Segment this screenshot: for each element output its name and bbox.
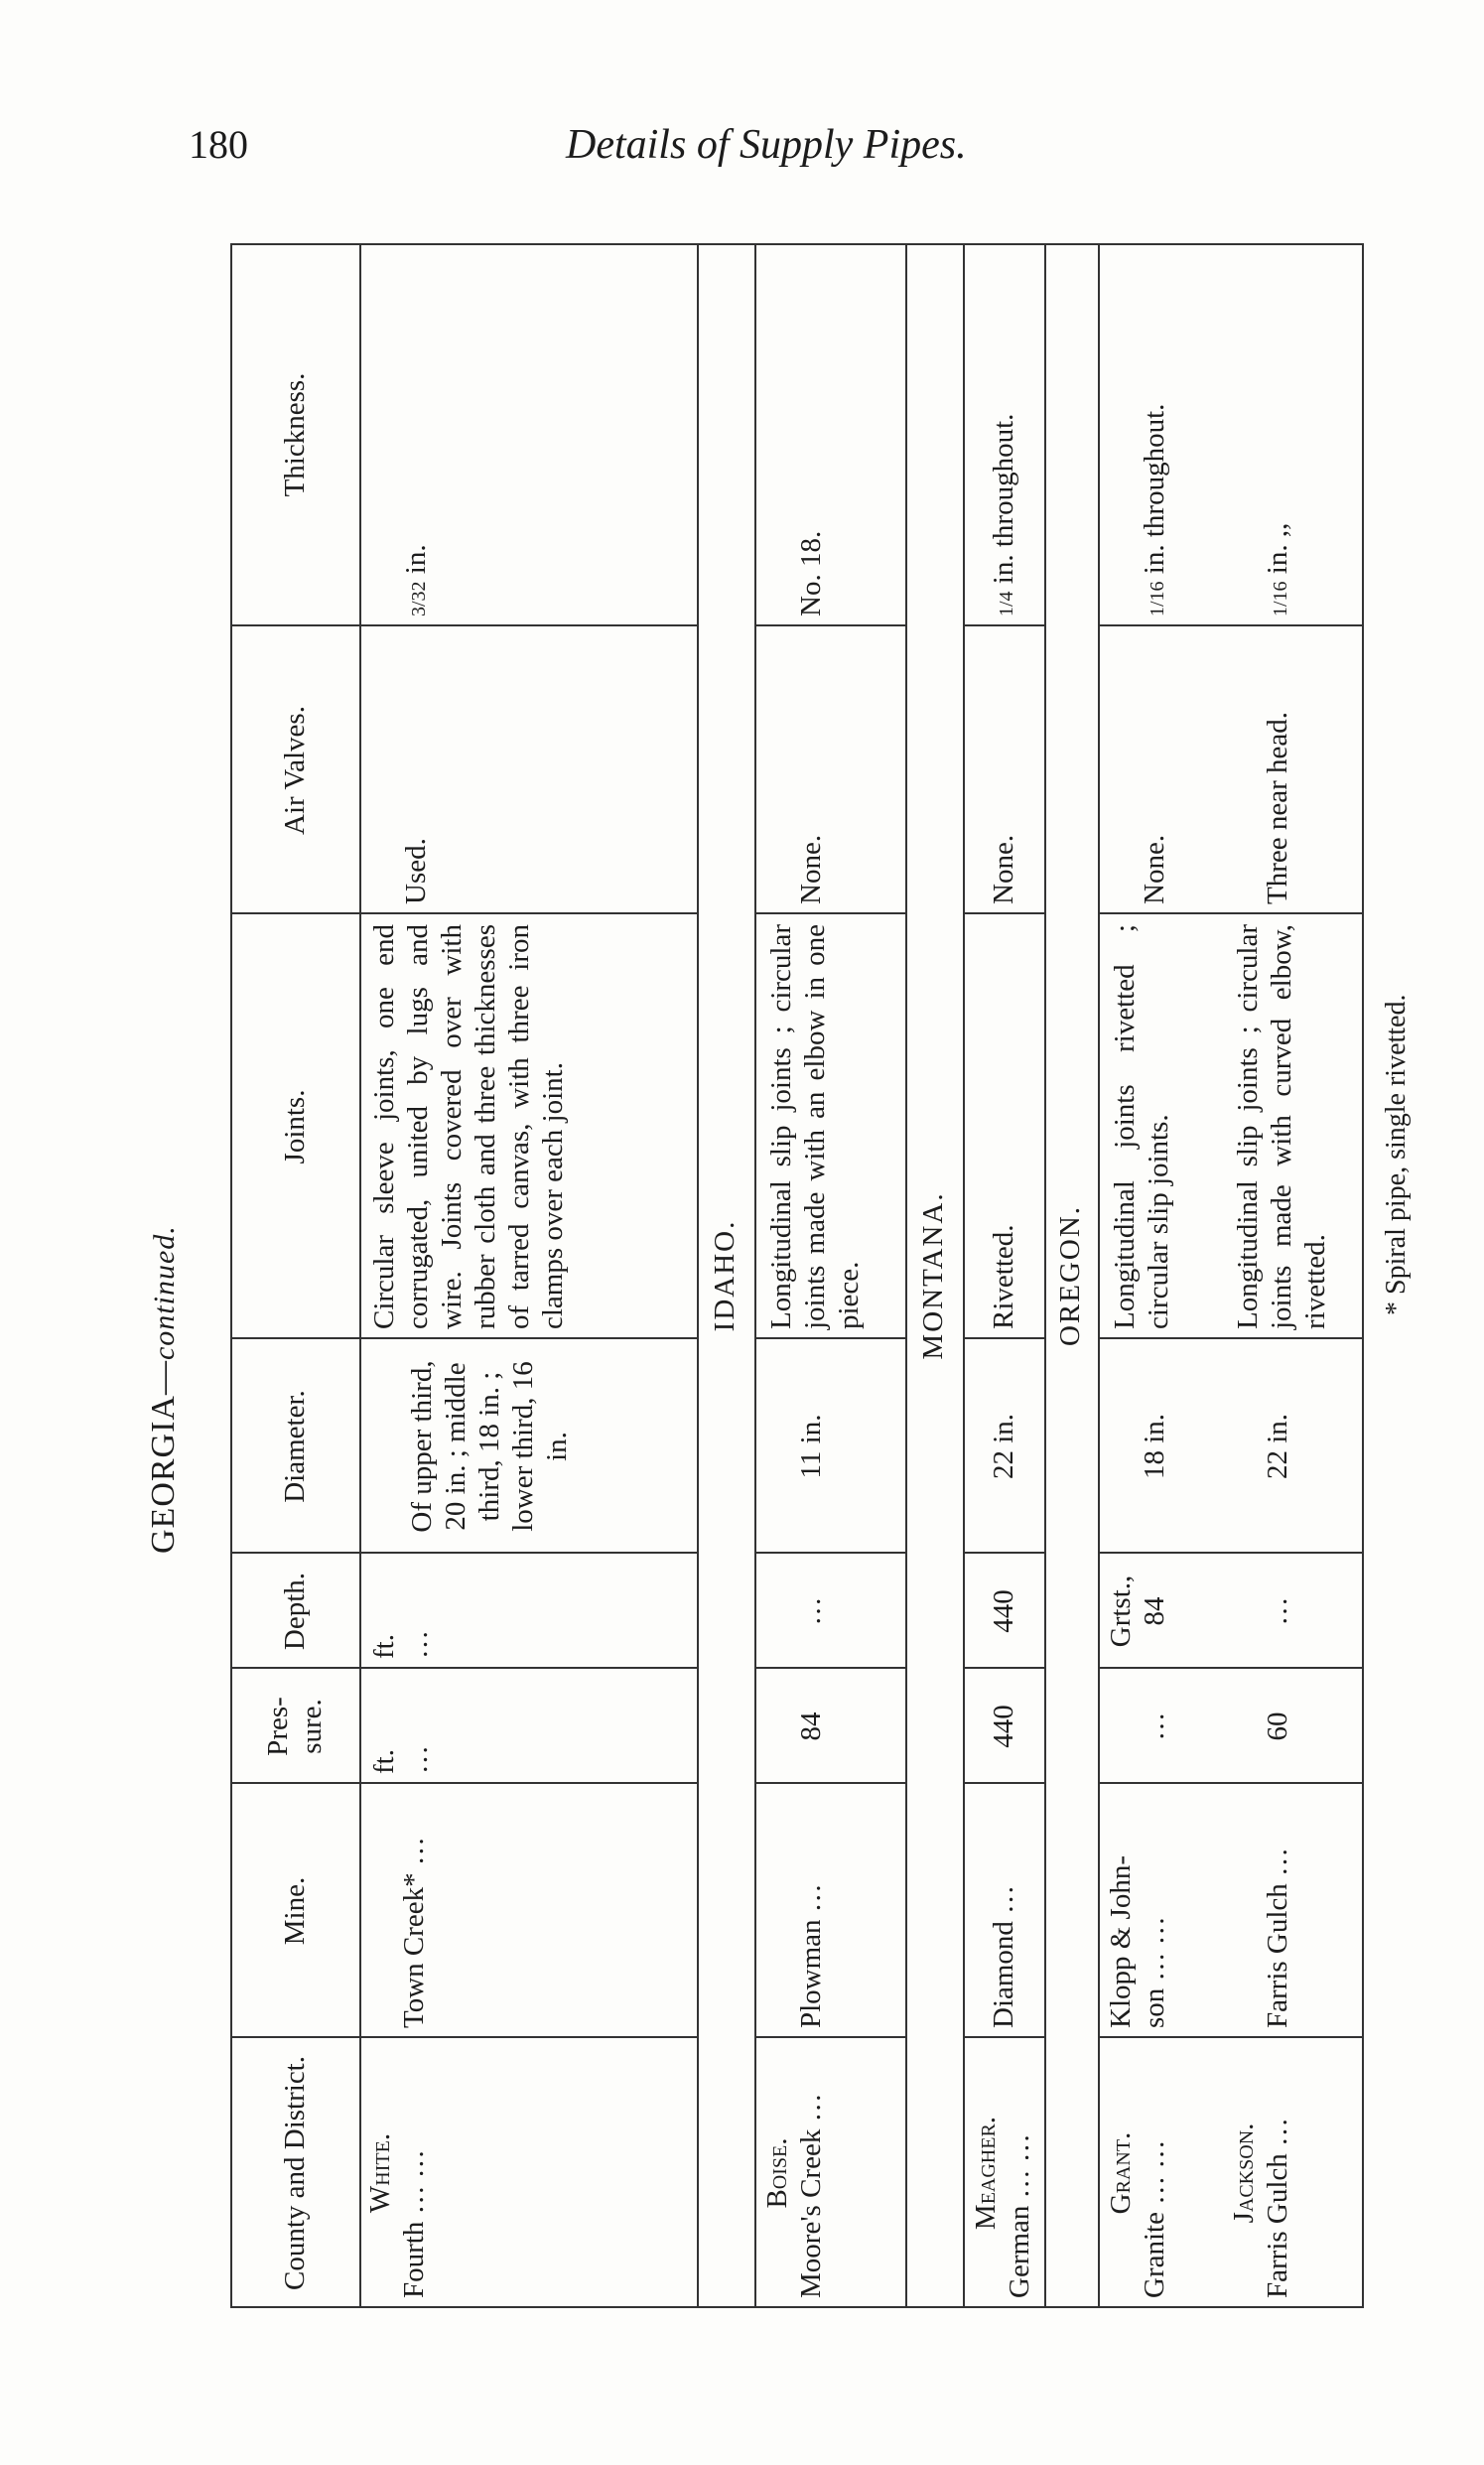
caption-dash: — <box>145 1360 182 1396</box>
cell-diameter: 22 in. <box>1262 1413 1293 1480</box>
running-head: Details of Supply Pipes. <box>566 122 967 168</box>
section-oregon: OREGON. <box>1054 1204 1086 1347</box>
table-row-boise <box>756 243 905 2308</box>
thickness-unit: in. throughout. <box>1139 403 1170 575</box>
cell-diameter: 18 in. <box>1139 1413 1170 1480</box>
table-row-meagher <box>965 243 1044 2308</box>
district-name: Farris Gulch … <box>1262 2117 1293 2298</box>
cell-mine: Town Creek* … <box>398 1837 430 2028</box>
rotated-table <box>145 243 1412 2308</box>
table-row-jackson <box>1223 243 1362 2308</box>
cell-mine: Diamond … <box>988 1884 1019 2028</box>
cell-joints: Longitudinal slip joints ; circular joints made with an elbow in one piece. <box>765 924 865 1329</box>
cell-pressure: 60 <box>1262 1712 1293 1741</box>
col-rule-boise <box>756 1337 905 1339</box>
county-name: Boise. <box>761 2137 793 2209</box>
col-rule-oregon <box>1100 1782 1364 1784</box>
depth-line-2: 84 <box>1139 1596 1170 1626</box>
cell-county <box>965 2038 1044 2308</box>
cell-thickness: 3/32 in. <box>400 544 432 616</box>
cell-diameter: 22 in. <box>988 1413 1019 1480</box>
page-number: 180 <box>189 122 248 167</box>
col-rule-meagher <box>965 912 1044 914</box>
col-rule-meagher <box>965 2036 1044 2038</box>
thickness-numerator: 1 <box>1147 607 1168 616</box>
county-name: Grant. <box>1105 2131 1137 2215</box>
county-name: White. <box>364 2132 396 2214</box>
depth-unit: ft. <box>368 1634 400 1659</box>
header-county: County and District. <box>279 2056 311 2291</box>
col-rule-boise <box>756 2036 905 2038</box>
thickness-denominator: 32 <box>408 581 430 602</box>
county-name: Jackson. <box>1228 2123 1260 2224</box>
pressure-value: … <box>402 1745 434 1774</box>
thickness-denominator: 16 <box>1147 581 1168 602</box>
col-rule-meagher <box>965 1782 1044 1784</box>
depth-line-1: Grtst., <box>1105 1575 1137 1648</box>
col-rule-boise <box>756 912 905 914</box>
cell-air-valves: None. <box>988 834 1019 904</box>
col-rule-oregon <box>1100 912 1364 914</box>
cell-mine: Plowman … <box>795 1883 827 2028</box>
col-rule-boise <box>756 1782 905 1784</box>
header-row <box>230 243 359 2308</box>
table-bottom-rule <box>1362 243 1364 2308</box>
caption-continued: continued. <box>148 1225 181 1361</box>
header-thickness: Thickness. <box>279 372 311 497</box>
col-rule-oregon <box>1100 624 1364 626</box>
district-name: German … … <box>1004 2133 1035 2298</box>
cell-pressure: 84 <box>795 1712 827 1741</box>
col-rule-boise <box>756 624 905 626</box>
mine-name-line-1: Klopp & John- <box>1105 1855 1137 2028</box>
header-depth: Depth. <box>279 1572 311 1651</box>
col-rule-meagher <box>965 1667 1044 1669</box>
header-joints: Joints. <box>279 1089 311 1164</box>
col-rule-oregon <box>1100 1552 1364 1554</box>
cell-thickness: 1/4 in. throughout. <box>988 413 1019 616</box>
thickness-unit: in. <box>400 544 432 575</box>
table-row-white <box>359 243 607 2308</box>
col-rule-meagher <box>965 624 1044 626</box>
cell-diameter: Of upper third, 20 in. ; middle third, 18 in. ; lower third, 16 in. <box>406 1360 573 1533</box>
cell-county <box>359 2038 607 2308</box>
cell-pressure: 440 <box>988 1705 1019 1748</box>
table-caption <box>147 1225 182 1554</box>
thickness-numerator: 1 <box>996 607 1017 616</box>
col-rule-boise <box>756 1667 905 1669</box>
col-rule-boise <box>756 1552 905 1554</box>
cell-air-valves: Used. <box>400 838 432 904</box>
cell-joints: Longitudinal slip joints ; circular joints made with curved elbow, rivetted. <box>1232 924 1331 1329</box>
cell-county <box>1223 2038 1362 2308</box>
mine-name-line-2: son … … <box>1139 1916 1170 2028</box>
cell-mine <box>1100 1784 1223 2038</box>
cell-mine: Farris Gulch … <box>1262 1847 1293 2028</box>
header-mine: Mine. <box>279 1876 311 1946</box>
cell-air-valves: Three near head. <box>1262 711 1293 904</box>
table-row-grant <box>1100 243 1223 2308</box>
thickness-numerator: 3 <box>408 607 430 616</box>
cell-county <box>756 2038 905 2308</box>
cell-joints: Rivetted. <box>988 1224 1019 1329</box>
cell-depth: … <box>795 1596 827 1626</box>
header-pressure: Pres-sure. <box>262 1697 328 1756</box>
cell-joints: Circular sleeve joints, one end corrugated, united by lugs and wire. Joints covered over with rubber cloth and three thicknesses of tarred canvas, with three iron clamps over each joint. <box>368 924 569 1329</box>
thickness-numerator: 1 <box>1270 607 1291 616</box>
cell-thickness: 1/16 in. ,, <box>1262 522 1293 616</box>
depth-value: … <box>402 1630 434 1659</box>
county-name: Meagher. <box>970 2116 1002 2231</box>
cell-thickness: No. 18. <box>795 530 827 616</box>
cell-air-valves: None. <box>795 834 827 904</box>
col-rule-meagher <box>965 1337 1044 1339</box>
col-rule-meagher <box>965 1552 1044 1554</box>
cell-depth: … <box>1262 1596 1293 1626</box>
cell-pressure: … <box>1139 1712 1170 1741</box>
cell-depth <box>1100 1554 1223 1669</box>
pressure-unit: ft. <box>368 1749 400 1774</box>
cell-pressure <box>359 1669 607 1784</box>
header-diameter: Diameter. <box>279 1390 311 1503</box>
section-montana: MONTANA. <box>917 1191 949 1360</box>
district-name: Granite … … <box>1139 2139 1170 2298</box>
cell-diameter: 11 in. <box>795 1414 827 1479</box>
district-name: Fourth … … <box>398 2149 430 2298</box>
caption-state: GEORGIA <box>145 1395 182 1554</box>
table-footnote: * Spiral pipe, single rivetted. <box>1381 994 1412 1315</box>
cell-depth <box>359 1554 607 1669</box>
cell-county <box>1100 2038 1223 2308</box>
cell-depth: 440 <box>988 1589 1019 1633</box>
thickness-denominator: 16 <box>1270 581 1291 602</box>
district-name: Moore's Creek … <box>795 2093 827 2298</box>
cell-joints: Longitudinal joints rivetted ; circular slip joints. <box>1109 924 1174 1329</box>
thickness-unit: in. ,, <box>1262 522 1293 575</box>
section-idaho: IDAHO. <box>709 1219 741 1332</box>
cell-thickness: 1/16 in. throughout. <box>1139 403 1170 616</box>
thickness-denominator: 4 <box>996 591 1017 602</box>
col-rule-oregon <box>1100 1667 1364 1669</box>
col-rule-oregon <box>1100 2036 1364 2038</box>
cell-air-valves: None. <box>1139 834 1170 904</box>
thickness-unit: in. throughout. <box>988 413 1019 585</box>
header-air-valves: Air Valves. <box>279 706 311 835</box>
col-rule-oregon <box>1100 1337 1364 1339</box>
